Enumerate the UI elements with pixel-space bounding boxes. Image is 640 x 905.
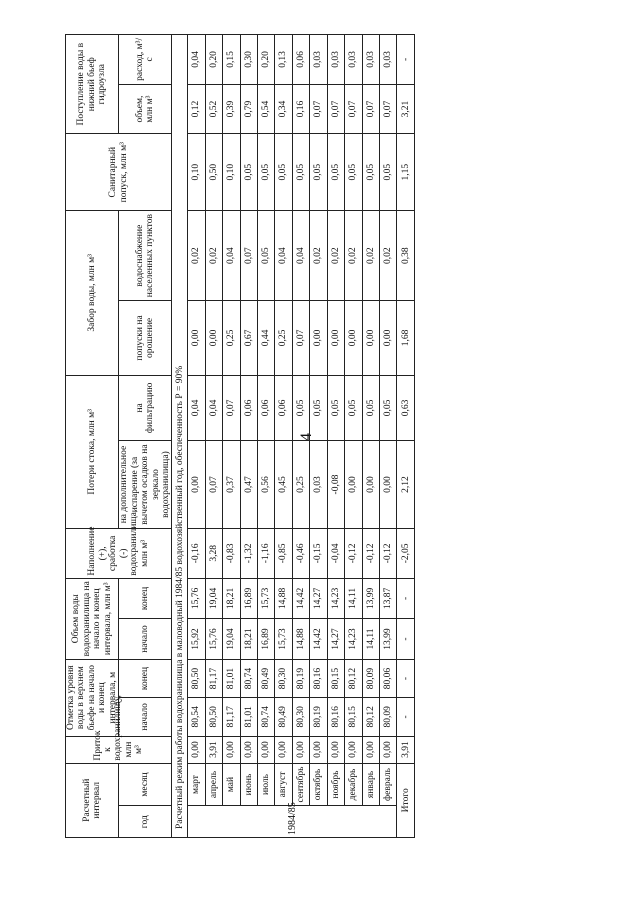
evaporation-cell: 0,03 (310, 441, 327, 529)
filtration-cell: 0,07 (223, 375, 240, 440)
inflow-cell: 0,00 (188, 736, 205, 763)
downstream-volume-cell: 0,07 (345, 84, 362, 134)
evaporation-cell: 0,00 (362, 441, 379, 529)
volume-end-cell: 15,73 (258, 578, 275, 619)
irrigation-cell: 0,07 (292, 301, 309, 375)
total-evaporation-cell: 2,12 (397, 441, 415, 529)
volume-start-cell: 14,11 (362, 619, 379, 660)
evaporation-cell: 0,00 (188, 441, 205, 529)
filtration-cell: 0,04 (188, 375, 205, 440)
table-row (205, 35, 222, 838)
header-inflow: Приток к водохранилищу, млн м³ (66, 736, 172, 763)
inflow-cell: 0,00 (310, 736, 327, 763)
downstream-flow-cell: 0,20 (205, 35, 222, 85)
level-end-cell: 80,15 (327, 659, 344, 697)
level-start-cell: 80,15 (345, 698, 362, 736)
filtration-cell: 0,05 (345, 375, 362, 440)
evaporation-cell: 0,25 (292, 441, 309, 529)
header-filtration: на фильтрацию (119, 375, 172, 440)
level-start-cell: 80,16 (327, 698, 344, 736)
inflow-cell: 0,00 (240, 736, 257, 763)
month-cell: февраль (380, 763, 397, 806)
irrigation-cell: 0,25 (275, 301, 292, 375)
volume-start-cell: 15,76 (205, 619, 222, 660)
header-irrigation: попуски на орошение (119, 301, 172, 375)
volume-start-cell: 15,92 (188, 619, 205, 660)
total-volume-start-cell: - (397, 619, 415, 660)
table-body (172, 35, 415, 838)
total-volume-end-cell: - (397, 578, 415, 619)
irrigation-cell: 0,25 (223, 301, 240, 375)
level-start-cell: 80,50 (205, 698, 222, 736)
volume-end-cell: 13,99 (362, 578, 379, 619)
volume-start-cell: 14,88 (292, 619, 309, 660)
table-row (240, 35, 257, 838)
level-start-cell: 80,49 (275, 698, 292, 736)
filtration-cell: 0,04 (205, 375, 222, 440)
month-cell: март (188, 763, 205, 806)
volume-end-cell: 14,27 (310, 578, 327, 619)
water-supply-cell: 0,04 (292, 211, 309, 301)
header-sanitary: Санитарный попуск, млн м³ (66, 134, 172, 211)
total-irrigation-cell: 1,68 (397, 301, 415, 375)
downstream-flow-cell: 0,13 (275, 35, 292, 85)
volume-start-cell: 14,42 (310, 619, 327, 660)
filtration-cell: 0,05 (380, 375, 397, 440)
evaporation-cell: 0,47 (240, 441, 257, 529)
volume-end-cell: 16,89 (240, 578, 257, 619)
sanitary-cell: 0,10 (223, 134, 240, 211)
downstream-volume-cell: 0,07 (380, 84, 397, 134)
volume-start-cell: 14,23 (345, 619, 362, 660)
evaporation-cell: 0,07 (205, 441, 222, 529)
inflow-cell: 3,91 (205, 736, 222, 763)
total-label: Итого (397, 763, 415, 837)
volume-start-cell: 13,99 (380, 619, 397, 660)
volume-start-cell: 18,21 (240, 619, 257, 660)
sanitary-cell: 0,05 (327, 134, 344, 211)
table-row (345, 35, 362, 838)
downstream-volume-cell: 0,34 (275, 84, 292, 134)
downstream-volume-cell: 0,54 (258, 84, 275, 134)
level-start-cell: 80,30 (292, 698, 309, 736)
downstream-flow-cell: 0,03 (310, 35, 327, 85)
downstream-volume-cell: 0,07 (362, 84, 379, 134)
water-supply-cell: 0,02 (205, 211, 222, 301)
level-start-cell: 81,17 (223, 698, 240, 736)
water-supply-cell: 0,04 (223, 211, 240, 301)
total-level-start-cell: - (397, 698, 415, 736)
header-water-supply: водоснабжение населенных пунктов (119, 211, 172, 301)
inflow-cell: 0,00 (327, 736, 344, 763)
fill-cell: -0,12 (380, 529, 397, 579)
month-cell: август (275, 763, 292, 806)
downstream-volume-cell: 0,79 (240, 84, 257, 134)
month-cell: июль (258, 763, 275, 806)
total-row (397, 35, 415, 838)
downstream-flow-cell: 0,30 (240, 35, 257, 85)
evaporation-cell: 0,00 (345, 441, 362, 529)
fill-cell: 3,28 (205, 529, 222, 579)
month-cell: ноябрь (327, 763, 344, 806)
total-level-end-cell: - (397, 659, 415, 697)
header-month: месяц (119, 763, 172, 806)
volume-start-cell: 14,27 (327, 619, 344, 660)
inflow-cell: 0,00 (345, 736, 362, 763)
fill-cell: -0,16 (188, 529, 205, 579)
water-supply-cell: 0,02 (362, 211, 379, 301)
sanitary-cell: 0,05 (345, 134, 362, 211)
level-end-cell: 80,16 (310, 659, 327, 697)
table-row (310, 35, 327, 838)
level-start-cell: 80,12 (362, 698, 379, 736)
filtration-cell: 0,05 (310, 375, 327, 440)
level-end-cell: 80,49 (258, 659, 275, 697)
fill-cell: -0,46 (292, 529, 309, 579)
year-cell: 1984/85 (188, 806, 397, 838)
inflow-cell: 0,00 (223, 736, 240, 763)
evaporation-cell: 0,45 (275, 441, 292, 529)
level-start-cell: 80,54 (188, 698, 205, 736)
page-number: 4 (298, 433, 315, 441)
downstream-flow-cell: 0,15 (223, 35, 240, 85)
downstream-flow-cell: 0,03 (345, 35, 362, 85)
volume-start-cell: 19,04 (223, 619, 240, 660)
fill-cell: -0,85 (275, 529, 292, 579)
volume-end-cell: 19,04 (205, 578, 222, 619)
irrigation-cell: 0,44 (258, 301, 275, 375)
downstream-flow-cell: 0,06 (292, 35, 309, 85)
volume-end-cell: 18,21 (223, 578, 240, 619)
table-row (258, 35, 275, 838)
month-cell: декабрь (345, 763, 362, 806)
volume-end-cell: 14,42 (292, 578, 309, 619)
header-year: год (119, 806, 172, 838)
water-supply-cell: 0,07 (240, 211, 257, 301)
irrigation-cell: 0,00 (188, 301, 205, 375)
filtration-cell: 0,06 (240, 375, 257, 440)
table-row (362, 35, 379, 838)
filtration-cell: 0,05 (362, 375, 379, 440)
table-row (327, 35, 344, 838)
month-cell: январь (362, 763, 379, 806)
inflow-cell: 0,00 (275, 736, 292, 763)
total-water-supply-cell: 0,38 (397, 211, 415, 301)
total-downstream-volume-cell: 3,21 (397, 84, 415, 134)
table-note: Расчетный режим работы водохранилища в маловодный 1984/85 водохозяйственный год, обеспеченность Р = 90% (172, 35, 188, 838)
level-end-cell: 81,17 (205, 659, 222, 697)
volume-end-cell: 15,76 (188, 578, 205, 619)
water-supply-cell: 0,02 (327, 211, 344, 301)
downstream-volume-cell: 0,52 (205, 84, 222, 134)
volume-start-cell: 16,89 (258, 619, 275, 660)
sanitary-cell: 0,05 (275, 134, 292, 211)
downstream-volume-cell: 0,12 (188, 84, 205, 134)
level-start-cell: 81,01 (240, 698, 257, 736)
filtration-cell: 0,05 (327, 375, 344, 440)
header-level: Отметка уровня воды в верхнем бьефе на начало и конец интервала, м (66, 659, 119, 736)
volume-start-cell: 15,73 (275, 619, 292, 660)
total-inflow-cell: 3,91 (397, 736, 415, 763)
irrigation-cell: 0,00 (345, 301, 362, 375)
water-supply-cell: 0,04 (275, 211, 292, 301)
sanitary-cell: 0,05 (240, 134, 257, 211)
table-row (292, 35, 309, 838)
level-end-cell: 80,09 (362, 659, 379, 697)
water-supply-cell: 0,05 (258, 211, 275, 301)
level-end-cell: 81,01 (223, 659, 240, 697)
month-cell: июнь (240, 763, 257, 806)
sanitary-cell: 0,05 (258, 134, 275, 211)
fill-cell: -1,32 (240, 529, 257, 579)
inflow-cell: 0,00 (362, 736, 379, 763)
fill-cell: -0,12 (345, 529, 362, 579)
month-cell: октябрь (310, 763, 327, 806)
sanitary-cell: 0,10 (188, 134, 205, 211)
level-end-cell: 80,19 (292, 659, 309, 697)
volume-end-cell: 14,88 (275, 578, 292, 619)
header-evaporation: на дополнительное испарение (за вычетом осадков на зеркало водохранилища) (119, 441, 172, 529)
table-row (380, 35, 397, 838)
downstream-flow-cell: 0,03 (327, 35, 344, 85)
inflow-cell: 0,00 (380, 736, 397, 763)
total-fill-cell: -2,05 (397, 529, 415, 579)
downstream-volume-cell: 0,07 (310, 84, 327, 134)
fill-cell: -1,16 (258, 529, 275, 579)
downstream-volume-cell: 0,07 (327, 84, 344, 134)
total-sanitary-cell: 1,15 (397, 134, 415, 211)
inflow-cell: 0,00 (292, 736, 309, 763)
inflow-cell: 0,00 (258, 736, 275, 763)
header-volume-start: начало (119, 619, 172, 660)
month-cell: май (223, 763, 240, 806)
sanitary-cell: 0,05 (362, 134, 379, 211)
header-downstream-volume: объем, млн м³ (119, 84, 172, 134)
header-level-start: начало (119, 698, 172, 736)
fill-cell: -0,83 (223, 529, 240, 579)
downstream-flow-cell: 0,03 (380, 35, 397, 85)
downstream-flow-cell: 0,04 (188, 35, 205, 85)
downstream-flow-cell: 0,20 (258, 35, 275, 85)
header-downstream-flow: расход, м³/с (119, 35, 172, 85)
month-cell: апрель (205, 763, 222, 806)
evaporation-cell: 0,00 (380, 441, 397, 529)
irrigation-cell: 0,00 (380, 301, 397, 375)
total-downstream-flow-cell: - (397, 35, 415, 85)
volume-end-cell: 14,11 (345, 578, 362, 619)
filtration-cell: 0,05 (292, 375, 309, 440)
fill-cell: -0,12 (362, 529, 379, 579)
sanitary-cell: 0,05 (380, 134, 397, 211)
evaporation-cell: 0,37 (223, 441, 240, 529)
fill-cell: -0,04 (327, 529, 344, 579)
water-supply-cell: 0,02 (310, 211, 327, 301)
volume-end-cell: 13,87 (380, 578, 397, 619)
irrigation-cell: 0,00 (205, 301, 222, 375)
table-row (188, 35, 205, 838)
irrigation-cell: 0,00 (327, 301, 344, 375)
level-end-cell: 80,30 (275, 659, 292, 697)
irrigation-cell: 0,00 (310, 301, 327, 375)
filtration-cell: 0,06 (258, 375, 275, 440)
evaporation-cell: 0,56 (258, 441, 275, 529)
level-start-cell: 80,19 (310, 698, 327, 736)
irrigation-cell: 0,67 (240, 301, 257, 375)
total-filtration-cell: 0,63 (397, 375, 415, 440)
level-end-cell: 80,50 (188, 659, 205, 697)
table-row (275, 35, 292, 838)
header-volume-end: конец (119, 578, 172, 619)
downstream-flow-cell: 0,03 (362, 35, 379, 85)
month-cell: сентябрь (292, 763, 309, 806)
downstream-volume-cell: 0,16 (292, 84, 309, 134)
evaporation-cell: -0,08 (327, 441, 344, 529)
table-row (223, 35, 240, 838)
sanitary-cell: 0,05 (292, 134, 309, 211)
filtration-cell: 0,06 (275, 375, 292, 440)
level-end-cell: 80,12 (345, 659, 362, 697)
level-start-cell: 80,74 (258, 698, 275, 736)
sanitary-cell: 0,05 (310, 134, 327, 211)
level-end-cell: 80,74 (240, 659, 257, 697)
header-calc-interval: Расчетный интервал (66, 763, 119, 837)
reservoir-regime-table-rotated (65, 34, 415, 838)
water-supply-cell: 0,02 (345, 211, 362, 301)
header-level-end: конец (119, 659, 172, 697)
irrigation-cell: 0,00 (362, 301, 379, 375)
header-losses: Потери стока, млн м³ (66, 375, 119, 528)
water-supply-cell: 0,02 (188, 211, 205, 301)
volume-end-cell: 14,23 (327, 578, 344, 619)
header-downstream: Поступление воды в нижний бьеф гидроузла (66, 35, 119, 134)
header-volume: Объем воды водохранилища на начало и конец интервала, млн м³ (66, 578, 119, 659)
water-supply-cell: 0,02 (380, 211, 397, 301)
reservoir-regime-table (65, 34, 415, 838)
level-start-cell: 80,09 (380, 698, 397, 736)
fill-cell: -0,15 (310, 529, 327, 579)
downstream-volume-cell: 0,39 (223, 84, 240, 134)
level-end-cell: 80,06 (380, 659, 397, 697)
header-intake: Забор воды, млн м³ (66, 211, 119, 376)
sanitary-cell: 0,50 (205, 134, 222, 211)
header-fill: Наполнение (+), сработка (-) водохранилища, млн м³ (66, 529, 172, 579)
